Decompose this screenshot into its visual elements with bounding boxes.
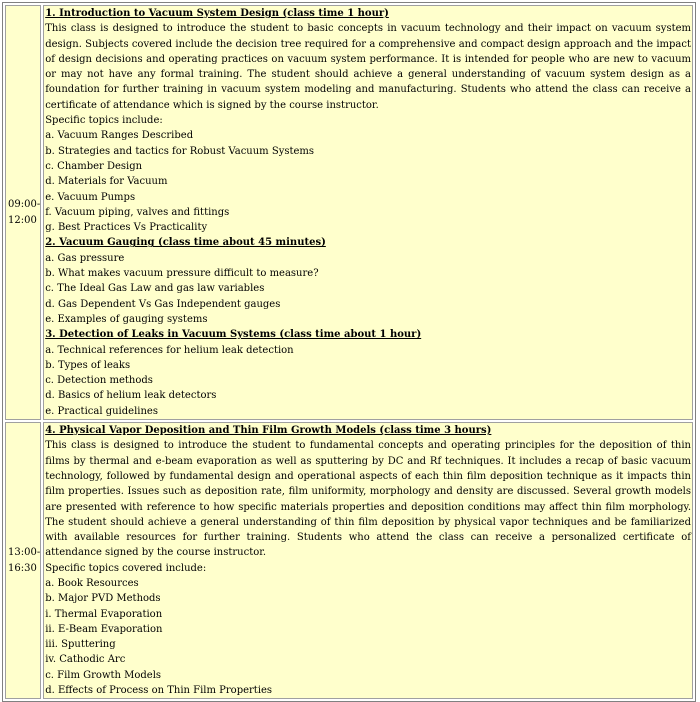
topic-item: ii. E-Beam Evaporation: [45, 623, 163, 635]
time-start: 09:00-: [8, 199, 41, 211]
topic-item: d. Basics of helium leak detectors: [45, 390, 217, 402]
topic-item: d. Gas Dependent Vs Gas Independent gauges: [45, 298, 281, 310]
course-heading-text: 1. Introduction to Vacuum System Design (class time 1 hour): [45, 8, 389, 19]
time-start: 13:00-: [8, 547, 41, 559]
topic-item: c. Film Growth Models: [45, 669, 162, 681]
schedule-table: [2, 2, 696, 702]
time-end: 12:00: [8, 214, 37, 226]
topic-item: c. Detection methods: [45, 375, 153, 387]
course-heading-text: 4. Physical Vapor Deposition and Thin Film Growth Models (class time 3 hours): [45, 425, 492, 437]
topic-item: e. Examples of gauging systems: [45, 313, 208, 325]
topic-item: e. Practical guidelines: [45, 405, 158, 417]
course-heading: [45, 423, 691, 438]
session-time: [5, 5, 41, 420]
time-end: 16:30: [8, 562, 37, 574]
topic-item: d. Materials for Vacuum: [45, 176, 168, 188]
course-heading-text: 2. Vacuum Gauging (class time about 45 minutes): [45, 237, 326, 249]
topic-item: d. Effects of Process on Thin Film Properties: [45, 685, 273, 697]
topic-intro: Specific topics covered include:: [45, 562, 207, 574]
topic-item: e. Vacuum Pumps: [45, 191, 136, 203]
topic-item: c. Chamber Design: [45, 160, 143, 172]
session-content: [43, 5, 693, 420]
topic-item: i. Thermal Evaporation: [45, 608, 163, 620]
session-row-afternoon: [5, 422, 693, 699]
topic-item: c. The Ideal Gas Law and gas law variables: [45, 283, 265, 295]
session-row-morning: [5, 5, 693, 420]
course-heading-text: 3. Detection of Leaks in Vacuum Systems (class time about 1 hour): [45, 329, 422, 341]
course-description: This class is designed to introduce the student to basic concepts in vacuum technology and their impact on vacuum system design. Subjects covered include the decision tree required for a comprehensive and compact design approach and the impact of design decisions and operating practices on vacuum system performance. It is intended for people who are new to vacuum or may not have any formal training. The student should achieve a general understanding of vacuum system design as a foundation for further training in vacuum system modeling and manufacturing. Students who attend the class can receive a certificate of attendance which is signed by the course instructor.: [45, 23, 691, 111]
topic-item: iv. Cathodic Arc: [45, 654, 126, 666]
topic-item: iii. Sputtering: [45, 639, 116, 651]
course-heading: [45, 235, 691, 250]
topic-item: a. Book Resources: [45, 577, 139, 589]
session-content: [43, 422, 693, 699]
topic-intro: Specific topics include:: [45, 115, 163, 127]
topic-item: b. Major PVD Methods: [45, 593, 161, 605]
topic-item: a. Technical references for helium leak detection: [45, 344, 294, 356]
topic-item: b. Types of leaks: [45, 359, 131, 371]
topic-item: g. Best Practices Vs Practicality: [45, 222, 208, 234]
course-heading: [45, 6, 691, 21]
topic-item: b. What makes vacuum pressure difficult to measure?: [45, 268, 319, 280]
topic-item: a. Vacuum Ranges Described: [45, 130, 194, 142]
topic-item: f. Vacuum piping, valves and fittings: [45, 206, 230, 218]
topic-item: a. Gas pressure: [45, 252, 125, 264]
course-heading: [45, 327, 691, 342]
topic-item: b. Strategies and tactics for Robust Vacuum Systems: [45, 145, 315, 157]
course-description: This class is designed to introduce the student to fundamental concepts and operating principles for the deposition of thin films by thermal and e-beam evaporation as well as sputtering by DC and Rf techniques. It includes a recap of basic vacuum technology, followed by fundamental design and operational aspects of each thin film deposition technique as it impacts thin film properties. Issues such as deposition rate, film uniformity, morphology and density are discussed. Several growth models are presented with reference to how specific materials properties and deposition conditions may affect thin film morphology. The student should achieve a general understanding of thin film deposition by physical vapor techniques and be familiarized with available resources for further training. Students who attend the class can receive a personalized certificate of attendance signed by the course instructor.: [45, 440, 691, 559]
session-time: [5, 422, 41, 699]
